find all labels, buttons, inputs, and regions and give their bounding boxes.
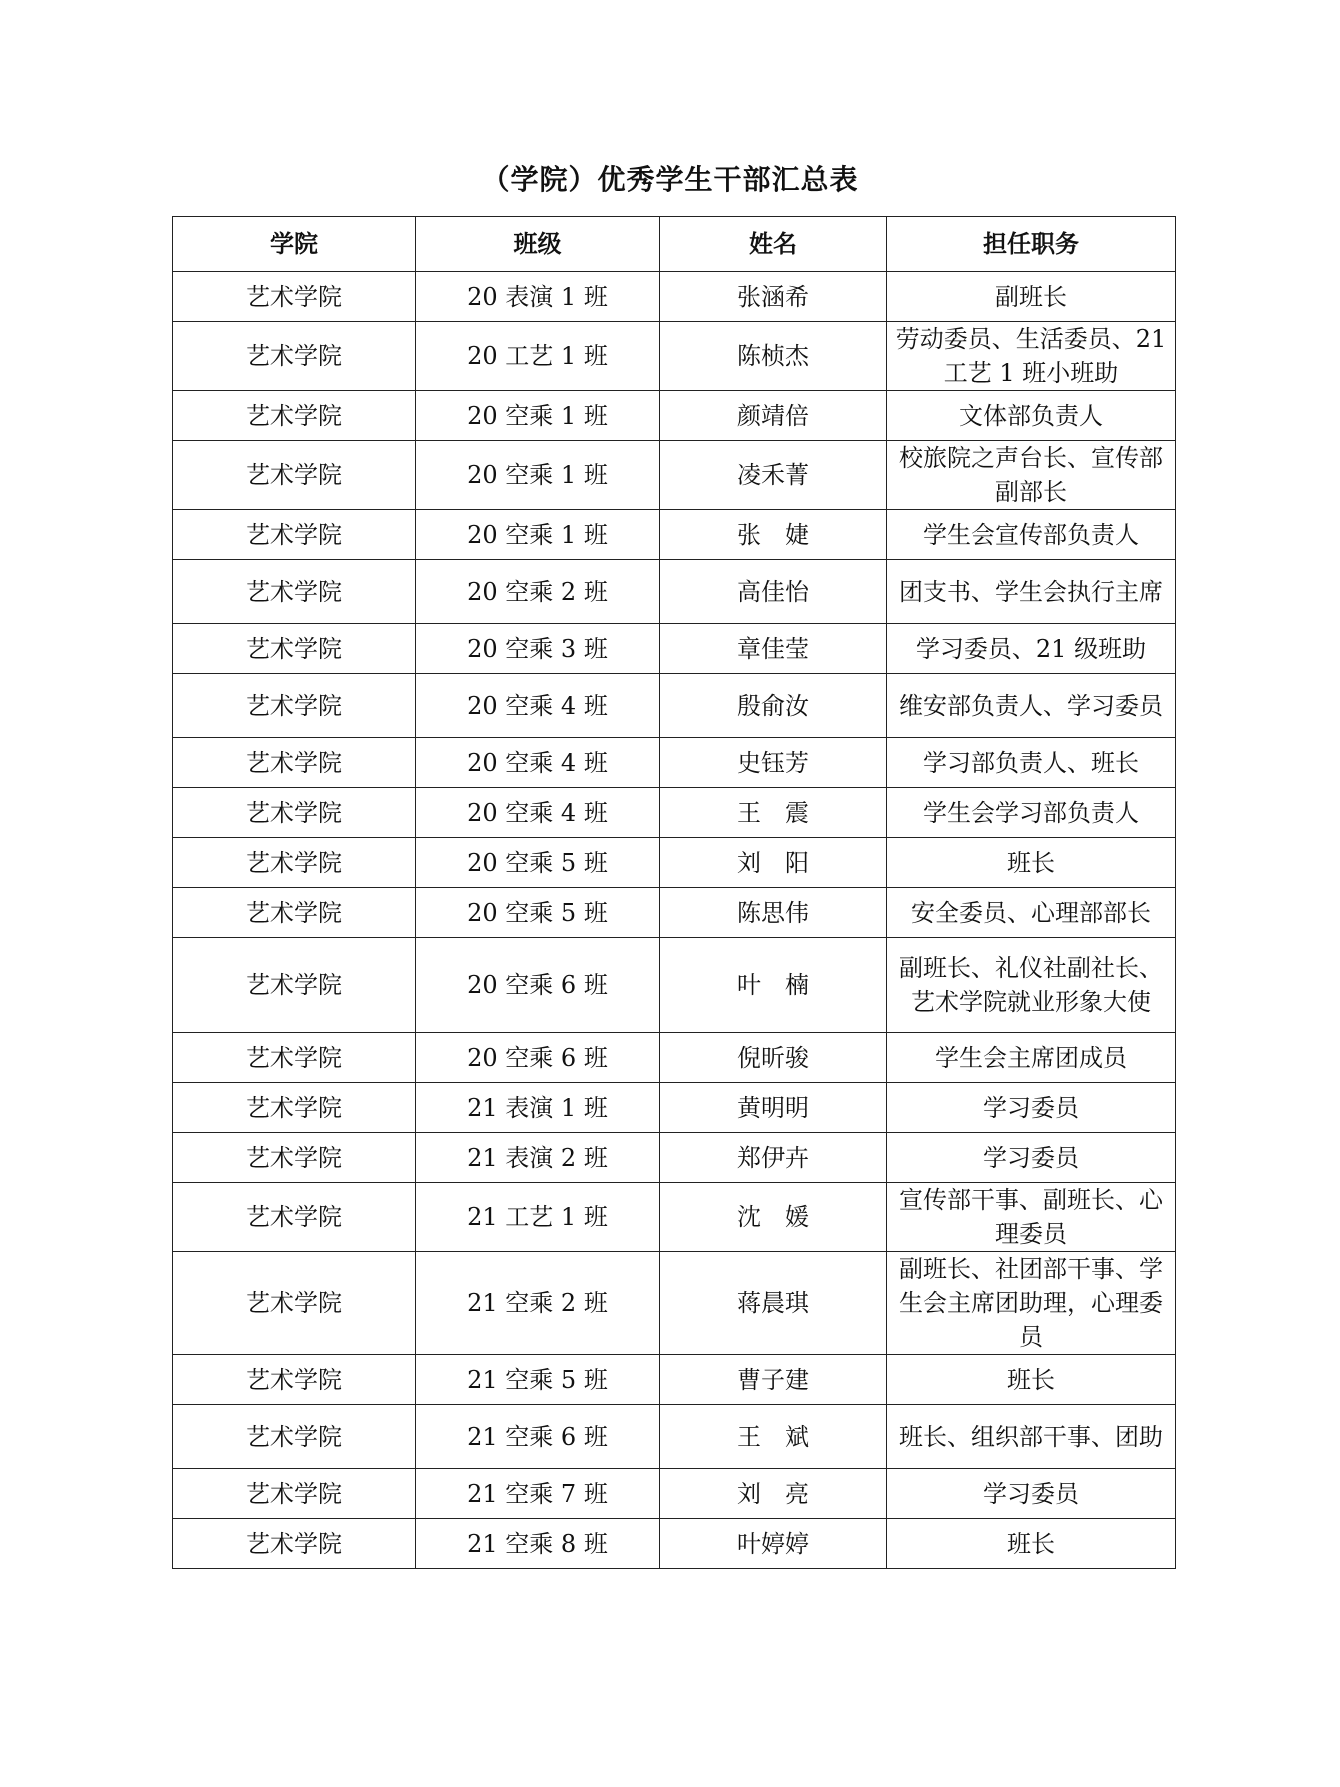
table-row: [173, 560, 1176, 624]
cell-position: 劳动委员、生活委员、21 工艺 1 班小班助: [887, 322, 1176, 391]
table-row: [173, 322, 1176, 391]
table-row: [173, 1405, 1176, 1469]
header-row: [173, 217, 1176, 272]
table-row: [173, 1355, 1176, 1405]
cell-name: 陈思伟: [660, 888, 887, 938]
cell-college: 艺术学院: [173, 738, 416, 788]
cell-class: 21 空乘 7 班: [416, 1469, 660, 1519]
cell-class: 21 表演 1 班: [416, 1083, 660, 1133]
cell-position: 团支书、学生会执行主席: [887, 560, 1176, 624]
cell-class: 20 空乘 3 班: [416, 624, 660, 674]
table-row: [173, 391, 1176, 441]
cell-class: 21 空乘 5 班: [416, 1355, 660, 1405]
table-row: [173, 510, 1176, 560]
cell-position: 副班长: [887, 272, 1176, 322]
cell-class: 20 空乘 6 班: [416, 1033, 660, 1083]
cell-name: 王 震: [660, 788, 887, 838]
cell-class: 20 空乘 1 班: [416, 441, 660, 510]
cell-name: 颜靖倍: [660, 391, 887, 441]
cell-class: 21 空乘 6 班: [416, 1405, 660, 1469]
cell-name: 叶婷婷: [660, 1519, 887, 1569]
table-row: [173, 272, 1176, 322]
cell-name: 王 斌: [660, 1405, 887, 1469]
header-class: 班级: [416, 217, 660, 272]
table-header: [173, 217, 1176, 272]
cell-college: 艺术学院: [173, 1133, 416, 1183]
table-row: [173, 888, 1176, 938]
cell-name: 蒋晨琪: [660, 1252, 887, 1355]
cell-college: 艺术学院: [173, 510, 416, 560]
cell-class: 20 空乘 1 班: [416, 391, 660, 441]
cell-position: 班长: [887, 1519, 1176, 1569]
cell-class: 20 空乘 2 班: [416, 560, 660, 624]
cell-name: 倪昕骏: [660, 1033, 887, 1083]
table-body: [173, 272, 1176, 1569]
cell-college: 艺术学院: [173, 938, 416, 1033]
cell-college: 艺术学院: [173, 624, 416, 674]
cell-class: 20 空乘 6 班: [416, 938, 660, 1033]
cell-class: 21 空乘 8 班: [416, 1519, 660, 1569]
cell-college: 艺术学院: [173, 788, 416, 838]
cell-name: 章佳莹: [660, 624, 887, 674]
cell-college: 艺术学院: [173, 560, 416, 624]
cell-name: 殷俞汝: [660, 674, 887, 738]
cell-college: 艺术学院: [173, 674, 416, 738]
table-row: [173, 1183, 1176, 1252]
cell-position: 学习委员: [887, 1133, 1176, 1183]
cell-position: 学习委员、21 级班助: [887, 624, 1176, 674]
cell-college: 艺术学院: [173, 1083, 416, 1133]
table-row: [173, 1252, 1176, 1355]
table-row: [173, 1469, 1176, 1519]
table-row: [173, 1519, 1176, 1569]
cell-name: 张涵希: [660, 272, 887, 322]
cell-class: 20 空乘 4 班: [416, 738, 660, 788]
cell-class: 20 空乘 5 班: [416, 888, 660, 938]
cell-college: 艺术学院: [173, 1519, 416, 1569]
cell-name: 刘 阳: [660, 838, 887, 888]
cell-name: 凌禾菁: [660, 441, 887, 510]
summary-table: [172, 216, 1176, 1569]
cell-position: 学生会主席团成员: [887, 1033, 1176, 1083]
cell-position: 副班长、社团部干事、学生会主席团助理，心理委员: [887, 1252, 1176, 1355]
cell-name: 叶 楠: [660, 938, 887, 1033]
cell-college: 艺术学院: [173, 1252, 416, 1355]
cell-position: 学习委员: [887, 1083, 1176, 1133]
cell-class: 20 空乘 4 班: [416, 674, 660, 738]
header-position: 担任职务: [887, 217, 1176, 272]
cell-position: 文体部负责人: [887, 391, 1176, 441]
cell-class: 20 空乘 4 班: [416, 788, 660, 838]
cell-position: 校旅院之声台长、宣传部副部长: [887, 441, 1176, 510]
cell-college: 艺术学院: [173, 1033, 416, 1083]
table-row: [173, 838, 1176, 888]
cell-college: 艺术学院: [173, 391, 416, 441]
table-row: [173, 938, 1176, 1033]
cell-class: 21 空乘 2 班: [416, 1252, 660, 1355]
table-row: [173, 674, 1176, 738]
cell-class: 20 表演 1 班: [416, 272, 660, 322]
header-college: 学院: [173, 217, 416, 272]
cell-college: 艺术学院: [173, 441, 416, 510]
table-row: [173, 624, 1176, 674]
cell-position: 学生会宣传部负责人: [887, 510, 1176, 560]
cell-class: 21 表演 2 班: [416, 1133, 660, 1183]
table-row: [173, 738, 1176, 788]
cell-name: 曹子建: [660, 1355, 887, 1405]
cell-position: 学习委员: [887, 1469, 1176, 1519]
cell-name: 刘 亮: [660, 1469, 887, 1519]
cell-position: 宣传部干事、副班长、心理委员: [887, 1183, 1176, 1252]
cell-position: 副班长、礼仪社副社长、艺术学院就业形象大使: [887, 938, 1176, 1033]
cell-name: 高佳怡: [660, 560, 887, 624]
page-title: （学院）优秀学生干部汇总表: [481, 163, 859, 196]
cell-position: 学生会学习部负责人: [887, 788, 1176, 838]
cell-class: 20 工艺 1 班: [416, 322, 660, 391]
cell-position: 班长、组织部干事、团助: [887, 1405, 1176, 1469]
cell-college: 艺术学院: [173, 1355, 416, 1405]
cell-college: 艺术学院: [173, 838, 416, 888]
cell-name: 陈桢杰: [660, 322, 887, 391]
table-row: [173, 1133, 1176, 1183]
table-row: [173, 788, 1176, 838]
cell-college: 艺术学院: [173, 1405, 416, 1469]
cell-name: 史钰芳: [660, 738, 887, 788]
cell-name: 沈 媛: [660, 1183, 887, 1252]
cell-name: 郑伊卉: [660, 1133, 887, 1183]
cell-college: 艺术学院: [173, 1183, 416, 1252]
cell-class: 20 空乘 1 班: [416, 510, 660, 560]
cell-position: 班长: [887, 1355, 1176, 1405]
cell-class: 20 空乘 5 班: [416, 838, 660, 888]
cell-name: 张 婕: [660, 510, 887, 560]
cell-college: 艺术学院: [173, 1469, 416, 1519]
header-name: 姓名: [660, 217, 887, 272]
cell-position: 维安部负责人、学习委员: [887, 674, 1176, 738]
cell-college: 艺术学院: [173, 322, 416, 391]
cell-position: 学习部负责人、班长: [887, 738, 1176, 788]
cell-class: 21 工艺 1 班: [416, 1183, 660, 1252]
cell-name: 黄明明: [660, 1083, 887, 1133]
cell-college: 艺术学院: [173, 272, 416, 322]
table-row: [173, 441, 1176, 510]
table-row: [173, 1083, 1176, 1133]
cell-position: 班长: [887, 838, 1176, 888]
cell-college: 艺术学院: [173, 888, 416, 938]
cell-position: 安全委员、心理部部长: [887, 888, 1176, 938]
table-row: [173, 1033, 1176, 1083]
